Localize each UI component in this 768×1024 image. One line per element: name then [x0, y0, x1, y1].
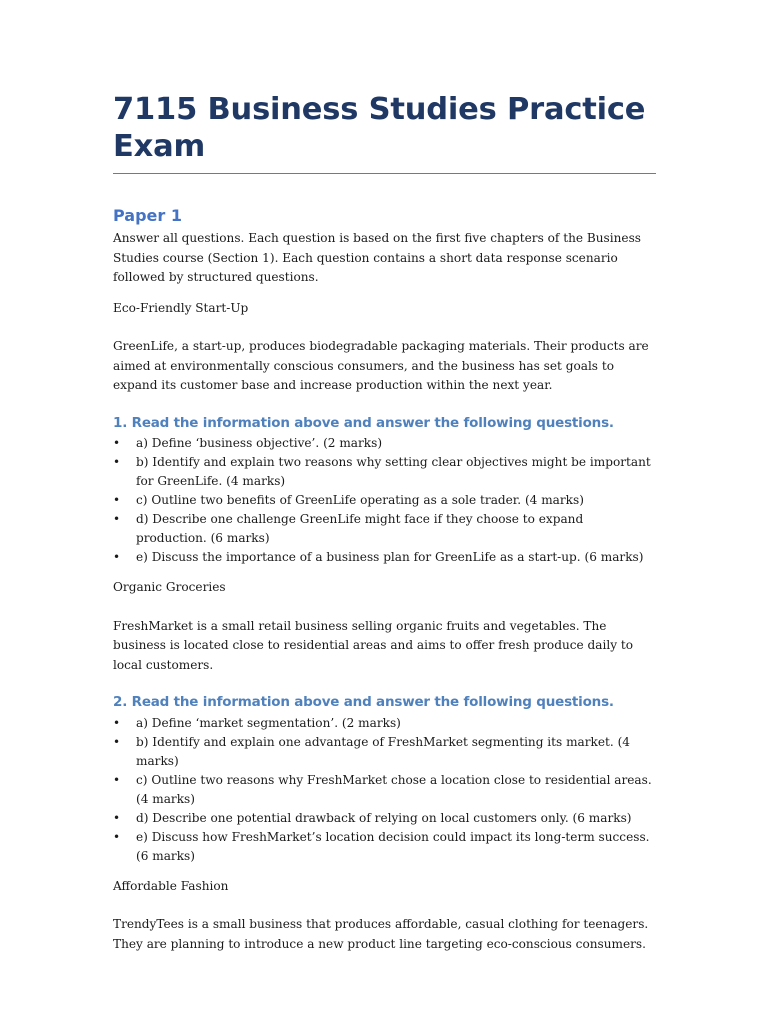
bullet-icon: • [113, 715, 121, 730]
list-item-text: c) Outline two reasons why FreshMarket chose a location close to residential areas. (4 marks) [136, 772, 652, 806]
list-item-text: e) Discuss the importance of a business plan for GreenLife as a start-up. (6 marks) [136, 550, 644, 565]
question-list [113, 714, 656, 866]
bullet-icon: • [113, 829, 121, 844]
question-heading: 1. Read the information above and answer the following questions. [113, 414, 614, 431]
list-item [113, 510, 656, 548]
list-item-text: d) Describe one potential drawback of relying on local customers only. (6 marks) [136, 810, 632, 825]
list-item-text: e) Discuss how FreshMarket’s location decision could impact its long-term success. (6 marks) [136, 829, 650, 863]
list-item-text: b) Identify and explain one advantage of FreshMarket segmenting its market. (4 marks) [136, 734, 630, 768]
case-scenario: FreshMarket is a small retail business selling organic fruits and vegetables. The business is located close to residential areas and aims to offer fresh produce daily to local customers. [113, 618, 634, 672]
case-label: Eco-Friendly Start-Up [113, 300, 249, 315]
case-scenario: TrendyTees is a small business that produces affordable, casual clothing for teenagers. They are planning to introduce a new product line targeting eco-conscious consumers. [113, 917, 649, 951]
list-item-text: a) Define ‘business objective’. (2 marks) [136, 436, 383, 451]
bullet-icon: • [113, 455, 121, 470]
bullet-icon: • [113, 734, 121, 749]
paper-heading: Paper 1 [113, 206, 182, 226]
bullet-icon: • [113, 550, 121, 565]
list-item-text: d) Describe one challenge GreenLife might face if they choose to expand production. (6 marks) [136, 512, 584, 546]
bullet-icon: • [113, 512, 121, 527]
list-item [113, 828, 656, 866]
bullet-icon: • [113, 810, 121, 825]
case-scenario: GreenLife, a start-up, produces biodegradable packaging materials. Their products are aimed at environmentally conscious consumers, and the business has set goals to expand its customer base and increase production within the next year. [113, 339, 649, 393]
case-label: Affordable Fashion [113, 878, 229, 893]
list-item [113, 809, 656, 828]
list-item [113, 771, 656, 809]
list-item [113, 434, 656, 453]
intro-paragraph: Answer all questions. Each question is based on the first five chapters of the Business Studies course (Section 1). Each question contains a short data response scenario followed by structured questions. [113, 231, 641, 285]
bullet-icon: • [113, 436, 121, 451]
list-item [113, 733, 656, 771]
list-item [113, 714, 656, 733]
list-item [113, 491, 656, 510]
page-title: 7115 Business Studies Practice Exam [113, 92, 656, 174]
list-item-text: a) Define ‘market segmentation’. (2 marks) [136, 715, 401, 730]
bullet-icon: • [113, 493, 121, 508]
list-item [113, 548, 656, 567]
question-list [113, 434, 656, 567]
list-item-text: b) Identify and explain two reasons why setting clear objectives might be important for GreenLife. (4 marks) [136, 455, 651, 489]
case-label: Organic Groceries [113, 580, 226, 595]
list-item [113, 453, 656, 491]
bullet-icon: • [113, 772, 121, 787]
list-item-text: c) Outline two benefits of GreenLife operating as a sole trader. (4 marks) [136, 493, 584, 508]
question-heading: 2. Read the information above and answer the following questions. [113, 694, 614, 711]
